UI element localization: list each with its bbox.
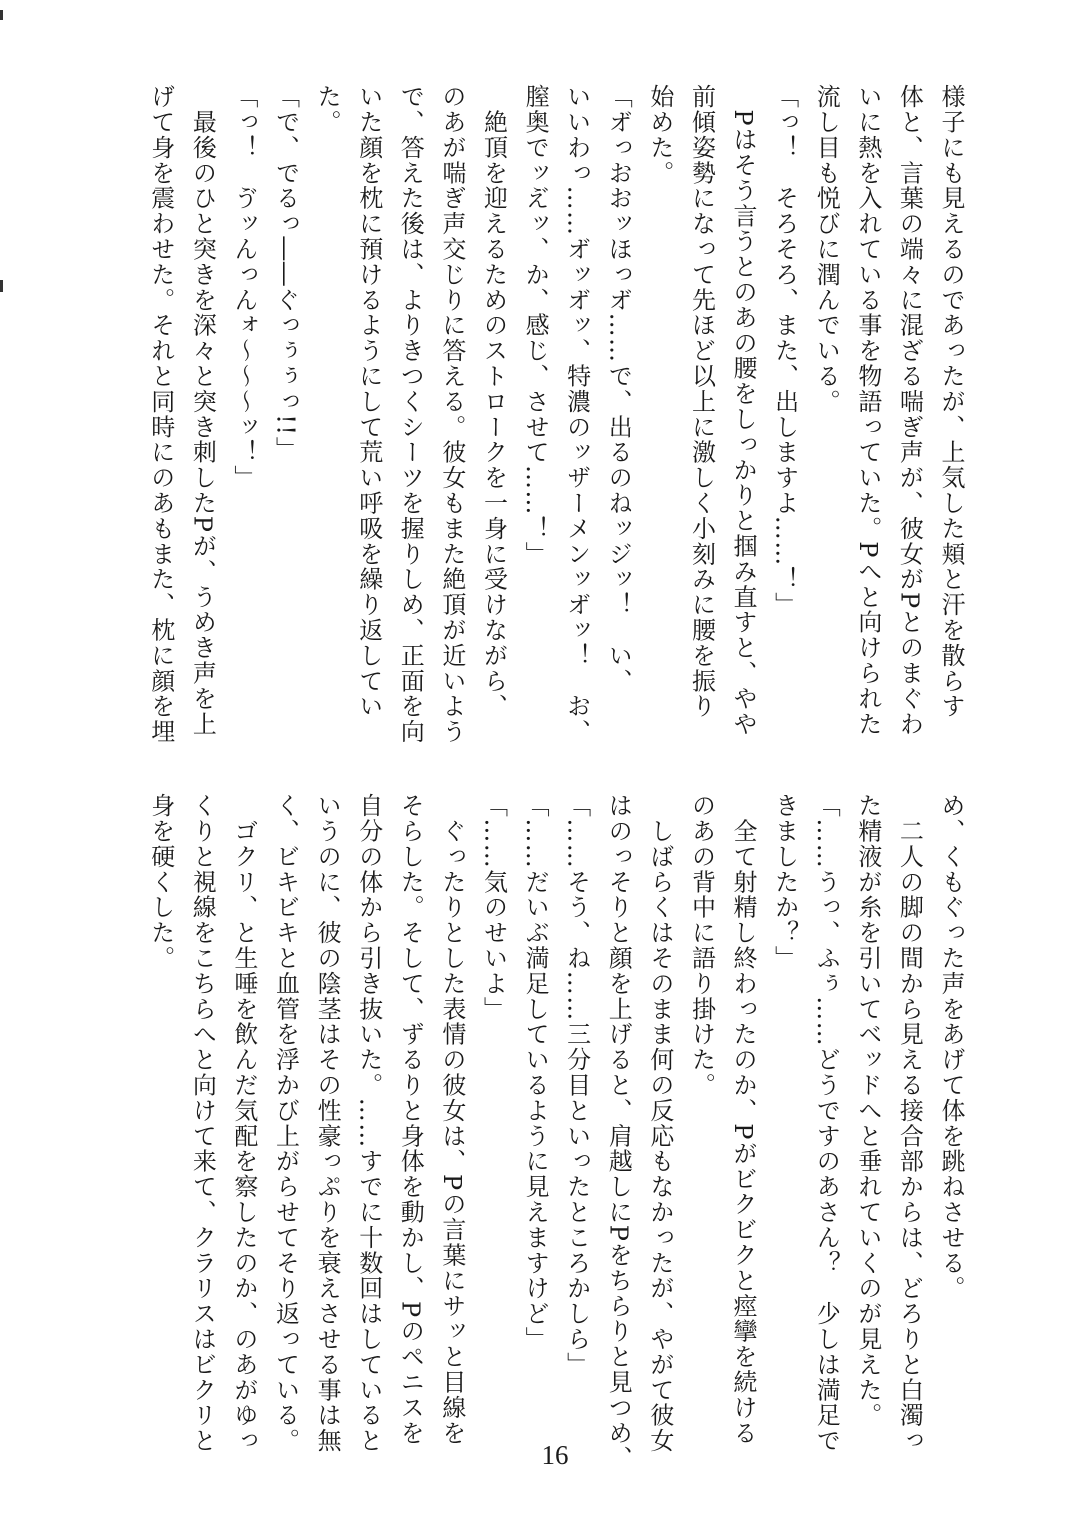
text-line: 自分の体から引き抜いた。……すでに十数回はしていると (354, 793, 383, 1454)
text-line: 「……そう、ね……三分目といったところかしら」 (562, 793, 591, 1378)
text-line: 「っ！ ゔッんっんォ～～～ッ！」 (229, 84, 258, 491)
text-line: いうのに、彼の陰茎はその性豪っぷりを衰えさせる事は無 (313, 793, 342, 1454)
text-line: 「オ゙っおおッほっオ゙……で、出るのねッジッ！ い、 (604, 84, 633, 694)
text-line: いた顔を枕に預けるようにして荒い呼吸を繰り返してい (354, 84, 383, 719)
text-line: た精液が糸を引いてベッドへと垂れていくのが見えた。 (853, 793, 882, 1428)
page-number: 16 (541, 1440, 569, 1470)
text-line: ぐったりとした表情の彼女は、Pの言葉にサッと目線を (437, 793, 466, 1446)
text-line: げて身を震わせた。それと同時にのあもまた、枕に顔を埋 (146, 84, 175, 745)
text-line: 二人の脚の間から見える接合部からは、どろりと白濁っ (895, 793, 924, 1454)
text-line: で、答えた後は、よりきつくシーツを握りしめ、正面を向 (396, 84, 425, 745)
text-line: 様子にも見えるのであったが、上気した頬と汗を散らす (937, 84, 965, 719)
text-line: のあの背中に語り掛けた。 (687, 793, 716, 1098)
text-line: 絶頂を迎えるためのストロークを一身に受けながら、 (479, 84, 508, 719)
text-line: 「……うっ、ふぅ……どうですのあさん？ 少しは満足で (812, 793, 841, 1454)
text-line: きましたか？」 (770, 793, 799, 971)
text-line: 流し目も悦びに潤んでいる。 (812, 84, 841, 415)
text-line: くりと視線をこちらへと向けて来て、クラリスはビクリと (188, 793, 217, 1454)
text-line: 最後のひと突きを深々と突き刺したPが、うめき声を上 (188, 84, 217, 737)
text-line: め、くもぐった声をあげて体を跳ねさせる。 (937, 793, 965, 1301)
text-line: 「っ！ そろそろ、また、出しますよ……！」 (770, 84, 799, 618)
text-line: 「で、でるっ――ぐっぅぅっ!!」 (271, 84, 300, 462)
text-line: いに熱を入れている事を物語っていた。Pへと向けられた (853, 84, 882, 737)
text-line: 始めた。 (645, 84, 674, 186)
text-line: 体と、言葉の端々に混ざる喘ぎ声が、彼女がPとのまぐわ (895, 84, 924, 737)
text-line: た。 (313, 84, 342, 135)
text-line: いいわっ……オ゙ッオ゙ッ、特濃のッザーメンッオ゙ッ！ お、 (562, 84, 591, 745)
text-line: のあが喘ぎ声交じりに答える。彼女もまた絶頂が近いよう (437, 84, 466, 745)
text-line: Pはそう言うとのあの腰をしっかりと掴み直すと、やや (729, 84, 758, 737)
text-line: はのっそりと顔を上げると、肩越しにPをちらりと見つめ、 (604, 793, 633, 1471)
text-line: 「……だいぶ満足しているように見えますけど」 (521, 793, 550, 1352)
text-line: しばらくはそのまま何の反応もなかったが、やがて彼女 (645, 793, 674, 1454)
text-block-top (131, 84, 971, 745)
scan-edge-mark (0, 280, 3, 292)
text-line: 膣奥でッえ゙ッ、か、感じ、させて……！」 (521, 84, 550, 567)
text-line: ゴクリ、と生唾を飲んだ気配を察したのか、のあがゆっ (229, 793, 258, 1454)
text-line: 身を硬くした。 (146, 793, 175, 971)
text-line: 「……気のせいよ」 (479, 793, 508, 1022)
text-line: 前傾姿勢になって先ほど以上に激しく小刻みに腰を振り (687, 84, 716, 719)
scan-edge-mark (0, 10, 3, 20)
text-line: く、ビキビキと血管を浮かび上がらせてそり返っている。 (271, 793, 300, 1454)
text-line: そらした。そして、ずるりと身体を動かし、Pのペニスを (396, 793, 425, 1446)
text-line: 全て射精し終わったのか、Pがビクビクと痙攣を続ける (729, 793, 758, 1446)
